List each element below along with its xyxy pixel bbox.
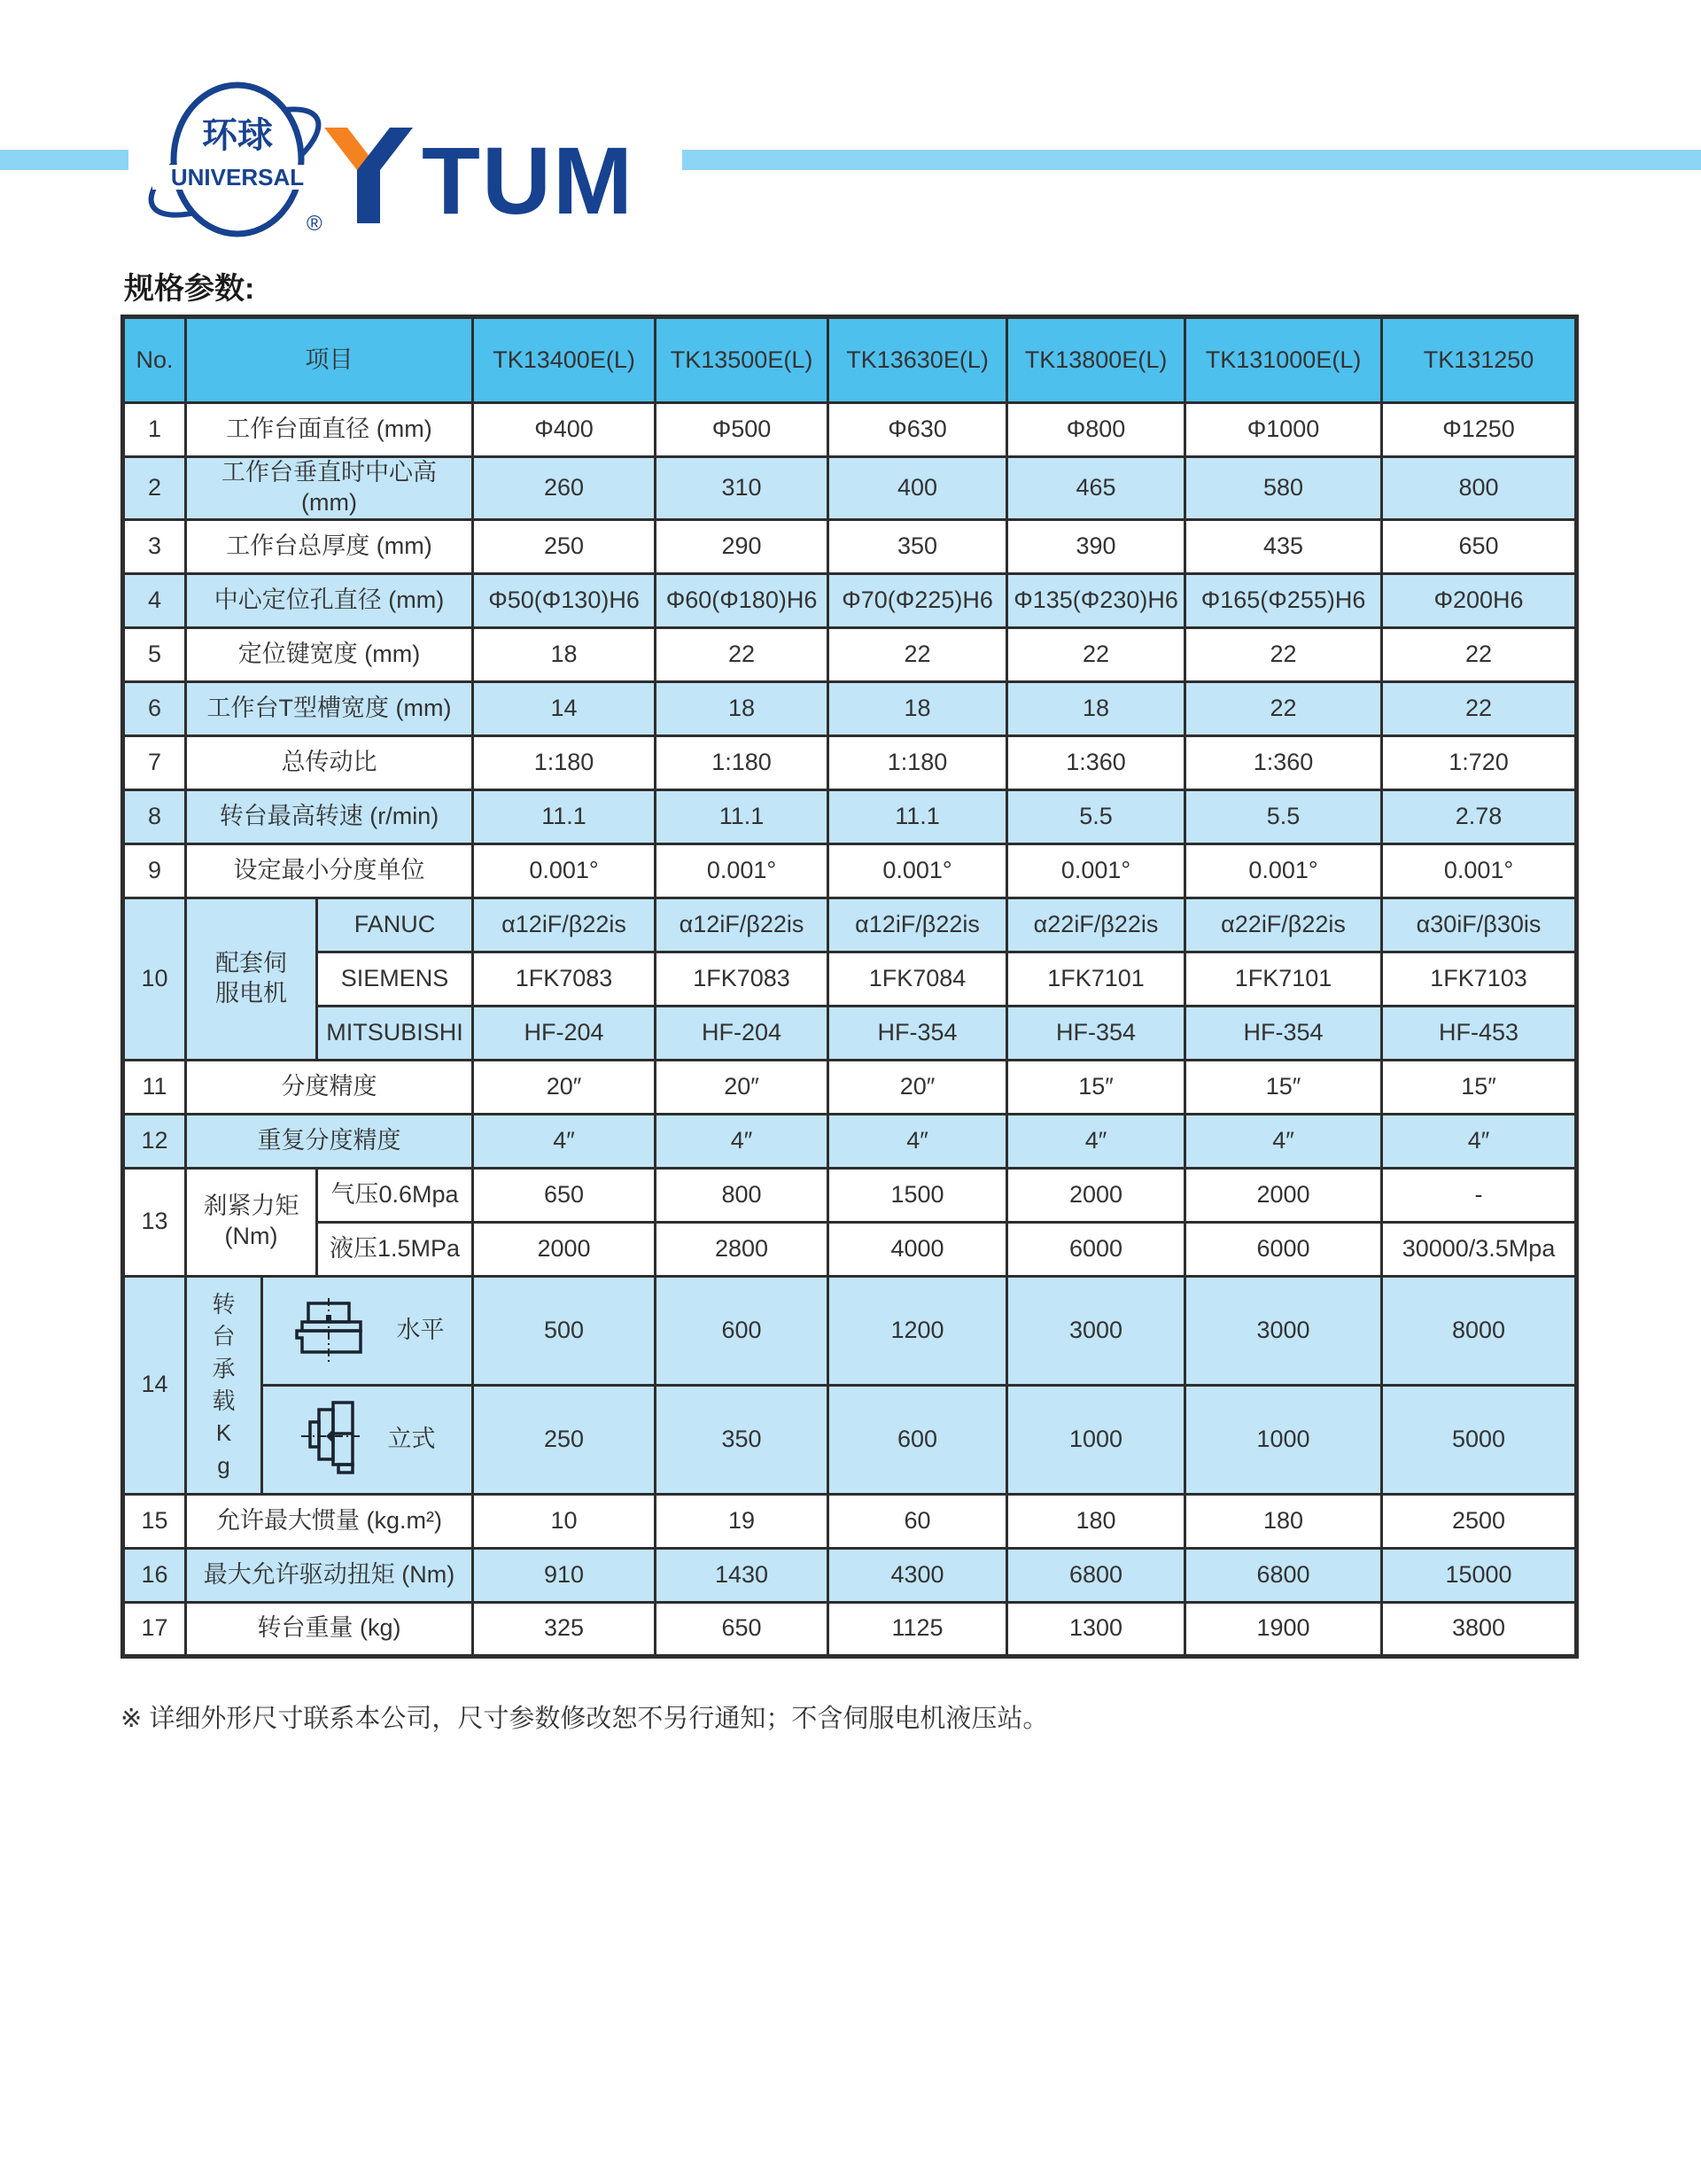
row-no: 7 [123, 735, 186, 789]
spec-cell: 800 [656, 1168, 828, 1222]
spec-cell: α12iF/β22is [656, 898, 828, 952]
globe-outline [174, 85, 301, 234]
row-label: 工作台T型槽宽度 (mm) [186, 681, 473, 735]
spec-cell: 1125 [828, 1602, 1007, 1656]
spec-cell: 14 [473, 681, 656, 735]
spec-cell: 350 [656, 1385, 828, 1494]
spec-cell: 0.001° [1185, 843, 1382, 898]
spec-cell: 11.1 [473, 789, 656, 843]
spec-cell: 1FK7083 [656, 952, 828, 1006]
row-label: 总传动比 [186, 735, 473, 789]
spec-cell: 3000 [1007, 1276, 1185, 1385]
spec-cell: 500 [473, 1276, 656, 1385]
spec-cell: 18 [828, 681, 1007, 735]
spec-cell: Φ500 [656, 403, 828, 457]
table-row [123, 457, 1577, 520]
row-no: 2 [123, 457, 186, 520]
table-row [123, 952, 1577, 1006]
spec-cell: Φ1250 [1382, 403, 1577, 457]
spec-cell: 180 [1185, 1494, 1382, 1548]
spec-cell: α12iF/β22is [828, 898, 1007, 952]
spec-cell: Φ60(Φ180)H6 [656, 573, 828, 627]
spec-cell: 1430 [656, 1548, 828, 1602]
spec-cell: 2800 [656, 1222, 828, 1276]
spec-cell: 1:720 [1382, 735, 1577, 789]
spec-cell: HF-204 [473, 1006, 656, 1060]
spec-cell: 1900 [1185, 1602, 1382, 1656]
row-label: 定位键宽度 (mm) [186, 627, 473, 681]
row-label: 转台承载Kg [186, 1276, 262, 1494]
spec-cell: α30iF/β30is [1382, 898, 1577, 952]
spec-cell: 20″ [656, 1060, 828, 1114]
spec-cell: 6800 [1007, 1548, 1185, 1602]
col-header-item: 项目 [186, 317, 473, 403]
row-no: 3 [123, 519, 186, 573]
spec-cell: Φ200H6 [1382, 573, 1577, 627]
spec-cell: 650 [473, 1168, 656, 1222]
table-row [123, 1114, 1577, 1168]
spec-cell: 1000 [1185, 1385, 1382, 1494]
spec-cell: 1:180 [828, 735, 1007, 789]
motor-brand-label: FANUC [317, 898, 473, 952]
spec-cell: 1300 [1007, 1602, 1185, 1656]
spec-cell: 3800 [1382, 1602, 1577, 1656]
spec-cell: Φ135(Φ230)H6 [1007, 573, 1185, 627]
table-row [123, 1602, 1577, 1656]
spec-cell: 180 [1007, 1494, 1185, 1548]
spec-cell: 350 [828, 519, 1007, 573]
wordmark-tum-text: TUM [422, 127, 634, 227]
row-no: 1 [123, 403, 186, 457]
spec-cell: 650 [1382, 519, 1577, 573]
col-header-model: TK13630E(L) [828, 317, 1007, 403]
row-label: 中心定位孔直径 (mm) [186, 573, 473, 627]
spec-cell: 4″ [473, 1114, 656, 1168]
spec-cell: 600 [828, 1385, 1007, 1494]
spec-cell: 4300 [828, 1548, 1007, 1602]
top-bar-right-segment [682, 150, 1701, 170]
ytum-wordmark [324, 126, 634, 227]
spec-cell: 22 [1185, 627, 1382, 681]
motor-brand-label: SIEMENS [317, 952, 473, 1006]
spec-cell: α22iF/β22is [1007, 898, 1185, 952]
spec-cell: 3000 [1185, 1276, 1382, 1385]
row-label: 转台重量 (kg) [186, 1602, 473, 1656]
spec-cell: 2500 [1382, 1494, 1577, 1548]
horizontal-mount-icon [291, 1298, 372, 1364]
spec-cell: 5.5 [1185, 789, 1382, 843]
spec-cell: 22 [1382, 681, 1577, 735]
spec-cell: 600 [656, 1276, 828, 1385]
mount-orientation-cell [262, 1385, 473, 1494]
table-row [123, 1006, 1577, 1060]
row-label: 允许最大惯量 (kg.m²) [186, 1494, 473, 1548]
spec-cell: 390 [1007, 519, 1185, 573]
spec-cell: 6800 [1185, 1548, 1382, 1602]
spec-cell: 2000 [1185, 1168, 1382, 1222]
spec-table [120, 315, 1579, 1659]
col-header-model: TK13800E(L) [1007, 317, 1185, 403]
row-no: 13 [123, 1168, 186, 1276]
spec-cell: - [1382, 1168, 1577, 1222]
spec-cell: 30000/3.5Mpa [1382, 1222, 1577, 1276]
spec-cell: α12iF/β22is [473, 898, 656, 952]
spec-cell: Φ400 [473, 403, 656, 457]
spec-cell: 15″ [1382, 1060, 1577, 1114]
spec-cell: 22 [1007, 627, 1185, 681]
row-no: 11 [123, 1060, 186, 1114]
spec-cell: Φ1000 [1185, 403, 1382, 457]
spec-cell: 2000 [473, 1222, 656, 1276]
spec-cell: 465 [1007, 457, 1185, 520]
spec-cell: α22iF/β22is [1185, 898, 1382, 952]
spec-cell: 20″ [828, 1060, 1007, 1114]
spec-cell: 6000 [1007, 1222, 1185, 1276]
spec-cell: 4″ [1382, 1114, 1577, 1168]
spec-cell: Φ800 [1007, 403, 1185, 457]
table-row [123, 789, 1577, 843]
spec-cell: 260 [473, 457, 656, 520]
spec-cell: 910 [473, 1548, 656, 1602]
table-row [123, 573, 1577, 627]
table-row [123, 1276, 1577, 1385]
spec-cell: Φ70(Φ225)H6 [828, 573, 1007, 627]
spec-cell: 1200 [828, 1276, 1007, 1385]
spec-cell: 5000 [1382, 1385, 1577, 1494]
footnote: ※ 详细外形尺寸联系本公司，尺寸参数修改恕不另行通知；不含伺服电机液压站。 [120, 1705, 1049, 1733]
spec-cell: 15000 [1382, 1548, 1577, 1602]
row-no: 16 [123, 1548, 186, 1602]
spec-cell: 250 [473, 519, 656, 573]
col-header-no: No. [123, 317, 186, 403]
spec-cell: 0.001° [1007, 843, 1185, 898]
col-header-model: TK13500E(L) [656, 317, 828, 403]
spec-cell: HF-354 [1185, 1006, 1382, 1060]
globe-english-name: UNIVERSAL [170, 164, 305, 190]
table-row [123, 1168, 1577, 1222]
row-label: 工作台垂直时中心高 (mm) [186, 457, 473, 520]
spec-cell: Φ165(Φ255)H6 [1185, 573, 1382, 627]
row-label: 最大允许驱动扭矩 (Nm) [186, 1548, 473, 1602]
row-label: 转台最高转速 (r/min) [186, 789, 473, 843]
spec-cell: 22 [828, 627, 1007, 681]
table-row [123, 1548, 1577, 1602]
spec-cell: HF-354 [1007, 1006, 1185, 1060]
row-label: 重复分度精度 [186, 1114, 473, 1168]
spec-cell: 2.78 [1382, 789, 1577, 843]
spec-cell: 800 [1382, 457, 1577, 520]
spec-cell: 1FK7101 [1007, 952, 1185, 1006]
row-no: 10 [123, 898, 186, 1060]
table-row [123, 1222, 1577, 1276]
spec-cell: 6000 [1185, 1222, 1382, 1276]
spec-cell: 435 [1185, 519, 1382, 573]
mount-orientation-label: 立式 [387, 1425, 436, 1452]
globe-chinese-name: 环球 [202, 116, 273, 155]
spec-cell: Φ50(Φ130)H6 [473, 573, 656, 627]
spec-cell: 1500 [828, 1168, 1007, 1222]
mount-orientation-cell [262, 1276, 473, 1385]
table-row [123, 681, 1577, 735]
row-no: 8 [123, 789, 186, 843]
col-header-model: TK131250 [1382, 317, 1577, 403]
table-row [123, 735, 1577, 789]
spec-cell: 4″ [828, 1114, 1007, 1168]
table-header-row [123, 317, 1577, 403]
row-no: 15 [123, 1494, 186, 1548]
spec-cell: 1:180 [656, 735, 828, 789]
row-label: 分度精度 [186, 1060, 473, 1114]
spec-cell: 1FK7084 [828, 952, 1007, 1006]
row-no: 5 [123, 627, 186, 681]
table-row [123, 519, 1577, 573]
table-row [123, 898, 1577, 952]
motor-brand-label: MITSUBISHI [317, 1006, 473, 1060]
row-no: 17 [123, 1602, 186, 1656]
spec-cell: 1FK7083 [473, 952, 656, 1006]
wordmark-y-blue-part [357, 128, 413, 223]
table-row [123, 1494, 1577, 1548]
spec-cell: 0.001° [828, 843, 1007, 898]
col-header-model: TK131000E(L) [1185, 317, 1382, 403]
row-label: 配套伺服电机 [186, 898, 317, 1060]
row-no: 14 [123, 1276, 186, 1494]
row-label: 工作台总厚度 (mm) [186, 519, 473, 573]
universal-globe-logo [133, 78, 337, 246]
table-row [123, 1060, 1577, 1114]
spec-cell: HF-204 [656, 1006, 828, 1060]
spec-cell: 1:360 [1185, 735, 1382, 789]
spec-cell: 18 [1007, 681, 1185, 735]
spec-cell: 18 [656, 681, 828, 735]
spec-cell: 325 [473, 1602, 656, 1656]
spec-cell: HF-453 [1382, 1006, 1577, 1060]
spec-cell: 0.001° [473, 843, 656, 898]
spec-cell: 4″ [1007, 1114, 1185, 1168]
spec-cell: 1:180 [473, 735, 656, 789]
spec-cell: 1FK7101 [1185, 952, 1382, 1006]
spec-cell: 0.001° [656, 843, 828, 898]
top-bar-left-segment [0, 150, 128, 170]
spec-cell: Φ630 [828, 403, 1007, 457]
spec-cell: 1000 [1007, 1385, 1185, 1494]
spec-cell: 0.001° [1382, 843, 1577, 898]
row-label: 刹紧力矩 (Nm) [186, 1168, 317, 1276]
spec-cell: 5.5 [1007, 789, 1185, 843]
spec-cell: 400 [828, 457, 1007, 520]
spec-cell: 15″ [1185, 1060, 1382, 1114]
spec-cell: 4″ [656, 1114, 828, 1168]
spec-cell: 4″ [1185, 1114, 1382, 1168]
spec-cell: 310 [656, 457, 828, 520]
col-header-model: TK13400E(L) [473, 317, 656, 403]
registered-mark: ® [307, 212, 322, 236]
row-label: 设定最小分度单位 [186, 843, 473, 898]
spec-cell: 60 [828, 1494, 1007, 1548]
vertical-mount-icon [299, 1399, 363, 1481]
spec-cell: 22 [656, 627, 828, 681]
pressure-condition-label: 气压0.6Mpa [317, 1168, 473, 1222]
row-no: 12 [123, 1114, 186, 1168]
row-no: 9 [123, 843, 186, 898]
spec-cell: 650 [656, 1602, 828, 1656]
spec-cell: 22 [1185, 681, 1382, 735]
spec-cell: 18 [473, 627, 656, 681]
pressure-condition-label: 液压1.5MPa [317, 1222, 473, 1276]
spec-cell: 11.1 [656, 789, 828, 843]
spec-cell: 10 [473, 1494, 656, 1548]
table-row [123, 403, 1577, 457]
spec-cell: 11.1 [828, 789, 1007, 843]
spec-cell: 8000 [1382, 1276, 1577, 1385]
mount-orientation-label: 水平 [396, 1316, 445, 1343]
spec-cell: 250 [473, 1385, 656, 1494]
table-row [123, 843, 1577, 898]
row-no: 6 [123, 681, 186, 735]
spec-cell: 290 [656, 519, 828, 573]
spec-cell: 20″ [473, 1060, 656, 1114]
spec-cell: 19 [656, 1494, 828, 1548]
spec-cell: 1FK7103 [1382, 952, 1577, 1006]
spec-cell: 2000 [1007, 1168, 1185, 1222]
spec-cell: HF-354 [828, 1006, 1007, 1060]
row-label: 工作台面直径 (mm) [186, 403, 473, 457]
table-row [123, 627, 1577, 681]
row-no: 4 [123, 573, 186, 627]
page-title: 规格参数: [124, 272, 255, 306]
spec-cell: 1:360 [1007, 735, 1185, 789]
spec-cell: 22 [1382, 627, 1577, 681]
table-row [123, 1385, 1577, 1494]
spec-cell: 15″ [1007, 1060, 1185, 1114]
spec-cell: 580 [1185, 457, 1382, 520]
spec-cell: 4000 [828, 1222, 1007, 1276]
